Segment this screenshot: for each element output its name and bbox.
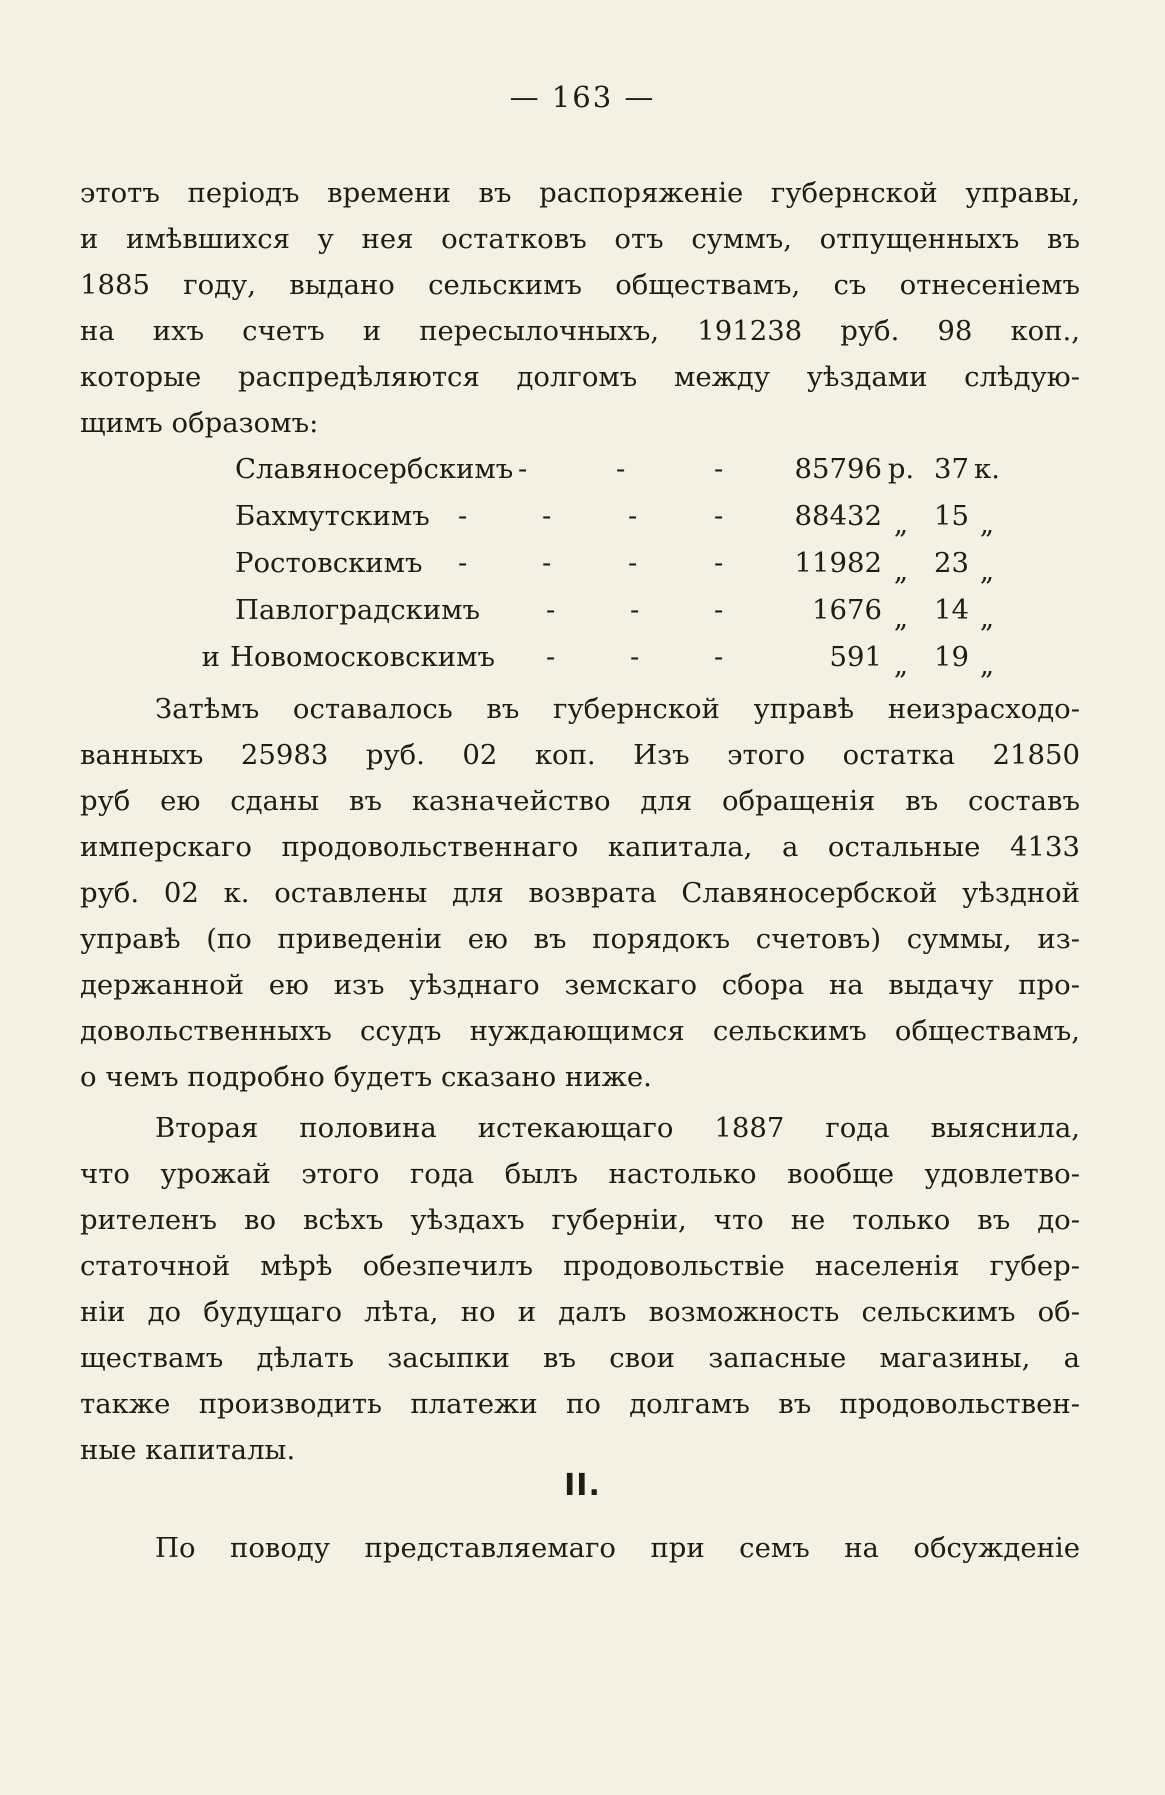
leader-dash: - (546, 641, 556, 673)
leader-dash: - (458, 547, 468, 579)
row-lead: и (201, 641, 220, 673)
rubles-amount: 11982 (794, 547, 882, 579)
rubles-unit: „ (893, 649, 909, 681)
text-line: которые распредѣляются долгомъ между уѣздами слѣдую- (80, 361, 1080, 393)
rubles-amount: 1676 (812, 594, 882, 626)
text-line: ванныхъ 25983 руб. 02 коп. Изъ этого остатка 21850 (80, 739, 1080, 771)
text-line: этотъ періодъ времени въ распоряженіе губернской управы, (80, 177, 1080, 209)
distribution-row (80, 587, 1008, 633)
leader-dash: - (628, 500, 638, 532)
district-name: Новомосковскимъ (230, 641, 495, 673)
text-line: что урожай этого года былъ настолько вообще удовлетво- (80, 1158, 1080, 1190)
text-line: ніи до будущаго лѣта, но и далъ возможность сельскимъ об- (80, 1296, 1080, 1328)
text-line: о чемъ подробно будетъ сказано ниже. (80, 1061, 652, 1093)
leader-dash: - (542, 500, 552, 532)
rubles-unit: „ (893, 508, 909, 540)
district-name: Славяносербскимъ (235, 453, 514, 485)
leader-dash: - (616, 453, 626, 485)
kopecks-amount: 23 (934, 547, 969, 579)
section-heading: II. (564, 1468, 601, 1503)
text-line: и имѣвшихся у нея остатковъ отъ суммъ, отпущенныхъ въ (80, 223, 1080, 255)
text-line: имперскаго продовольственнаго капитала, а остальные 4133 (80, 831, 1080, 863)
text-line: на ихъ счетъ и пересылочныхъ, 191238 руб. 98 коп., (80, 315, 1080, 347)
distribution-row (80, 493, 1008, 539)
rubles-amount: 85796 (794, 453, 882, 485)
leader-dash: - (518, 453, 528, 485)
rubles-unit: р. (887, 453, 915, 485)
leader-dash: - (628, 547, 638, 579)
text-line: статочной мѣрѣ обезпечилъ продовольствіе населенія губер- (80, 1250, 1080, 1282)
kopecks-unit: к. (974, 453, 1000, 485)
page-number: — 163 — (509, 80, 656, 114)
district-name: Ростовскимъ (235, 547, 423, 579)
text-line: довольственныхъ ссудъ нуждающимся сельскимъ обществамъ, (80, 1015, 1080, 1047)
leader-dash: - (546, 594, 556, 626)
leader-dash: - (714, 641, 724, 673)
text-line: По поводу представляемаго при семъ на обсужденіе (155, 1532, 1080, 1564)
kopecks-unit: „ (979, 602, 995, 634)
text-line: рителенъ во всѣхъ уѣздахъ губерніи, что не только въ до- (80, 1204, 1080, 1236)
kopecks-amount: 37 (934, 453, 969, 485)
text-line: ные капиталы. (80, 1434, 296, 1466)
distribution-row (80, 446, 1008, 492)
leader-dash: - (458, 500, 468, 532)
text-line: 1885 году, выдано сельскимъ обществамъ, съ отнесеніемъ (80, 269, 1080, 301)
kopecks-unit: „ (979, 649, 995, 681)
district-name: Бахмутскимъ (235, 500, 430, 532)
kopecks-amount: 15 (934, 500, 969, 532)
kopecks-unit: „ (979, 555, 995, 587)
text-line: руб ею сданы въ казначейство для обращенія въ составъ (80, 785, 1080, 817)
text-line: управѣ (по приведеніи ею въ порядокъ счетовъ) суммы, из- (80, 923, 1080, 955)
kopecks-unit: „ (979, 508, 995, 540)
rubles-amount: 591 (829, 641, 882, 673)
leader-dash: - (542, 547, 552, 579)
kopecks-amount: 19 (934, 641, 969, 673)
text-line: щимъ образомъ: (80, 407, 319, 439)
leader-dash: - (630, 641, 640, 673)
distribution-row (80, 634, 1008, 680)
text-line: Затѣмъ оставалось въ губернской управѣ неизрасходо- (155, 693, 1080, 725)
text-line: держанной ею изъ уѣзднаго земскаго сбора на выдачу про- (80, 969, 1080, 1001)
distribution-list (80, 446, 1008, 686)
rubles-unit: „ (893, 602, 909, 634)
rubles-unit: „ (893, 555, 909, 587)
district-name: Павлоградскимъ (235, 594, 481, 626)
leader-dash: - (714, 500, 724, 532)
text-line: ществамъ дѣлать засыпки въ свои запасные магазины, а (80, 1342, 1080, 1374)
kopecks-amount: 14 (934, 594, 969, 626)
leader-dash: - (714, 453, 724, 485)
leader-dash: - (714, 547, 724, 579)
text-line: Вторая половина истекающаго 1887 года выяснила, (155, 1112, 1080, 1144)
rubles-amount: 88432 (794, 500, 882, 532)
leader-dash: - (714, 594, 724, 626)
distribution-row (80, 540, 1008, 586)
leader-dash: - (630, 594, 640, 626)
text-line: руб. 02 к. оставлены для возврата Славяносербской уѣздной (80, 877, 1080, 909)
text-line: также производить платежи по долгамъ въ продовольствен- (80, 1388, 1080, 1420)
